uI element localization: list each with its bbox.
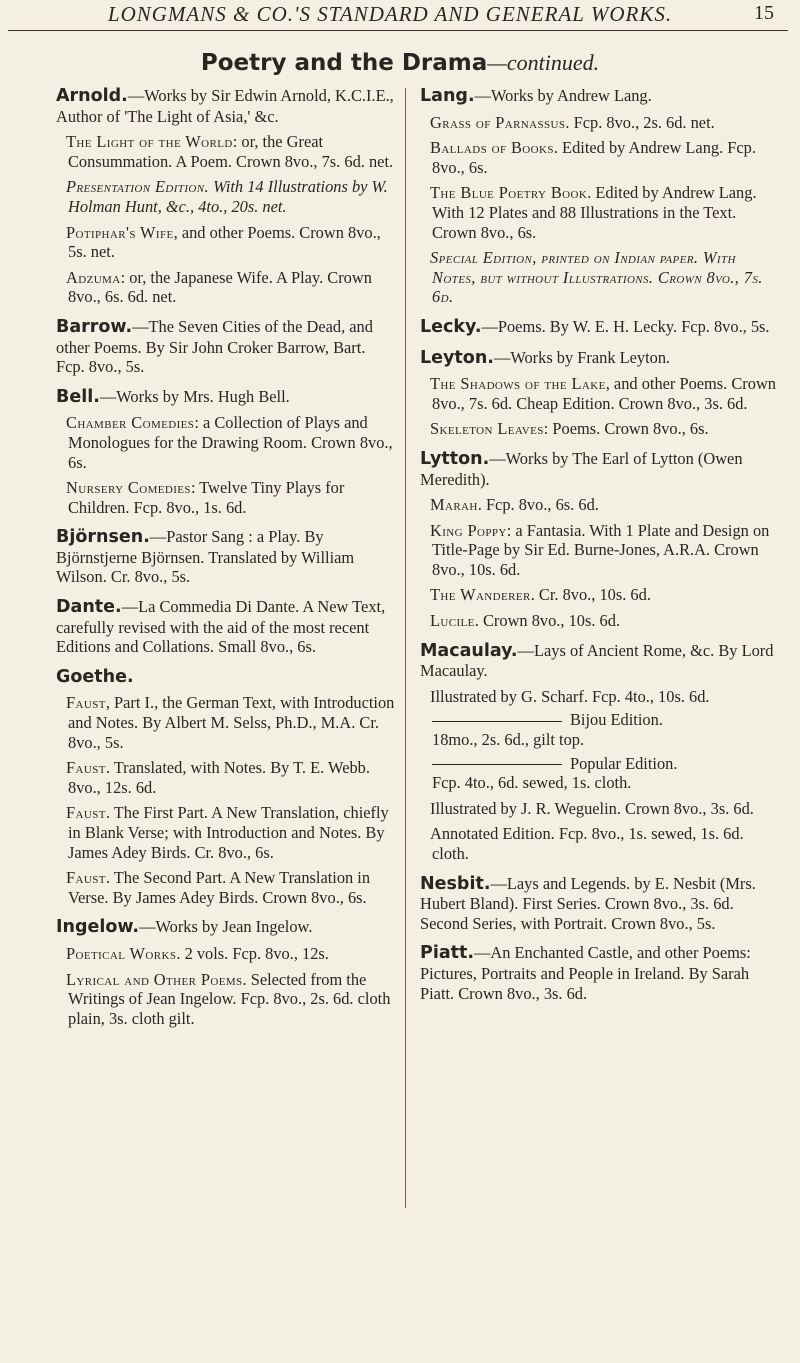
book-entry <box>420 824 780 863</box>
book-title: The Blue Poetry Book <box>430 183 588 203</box>
book-details: With 14 Illustrations by W. Holman Hunt, &c., 4to., 20s. net. <box>68 177 388 216</box>
book-entry <box>420 687 780 707</box>
author-heading <box>56 667 396 688</box>
section-title <box>0 50 800 76</box>
running-head: LONGMANS & CO.'S STANDARD AND GENERAL WORKS. <box>107 2 673 26</box>
book-details: Fcp. 4to., 6d. sewed, 1s. cloth. <box>432 773 632 793</box>
book-entry <box>420 248 780 307</box>
book-title: Faust <box>66 803 106 823</box>
author-entry <box>420 317 780 338</box>
book-details: . Crown 8vo., 10s. 6d. <box>474 611 621 631</box>
author-intro: —Pastor Sang : a Play. By Björnstjerne Björnsen. Translated by William Wilson. Cr. 8vo., 5s. <box>56 527 355 587</box>
author-heading <box>56 86 396 126</box>
book-entry <box>56 693 396 752</box>
author-heading <box>420 348 780 369</box>
book-entry <box>420 521 780 580</box>
book-title: King Poppy <box>430 520 507 540</box>
book-details: 18mo., 2s. 6d., gilt top. <box>432 730 585 750</box>
author-entry <box>420 86 780 307</box>
book-entry <box>56 803 396 862</box>
author-intro: —The Seven Cities of the Dead, and other Poems. By Sir John Croker Barrow, Bart. Fcp. 8vo., 5s. <box>56 316 373 377</box>
book-details: , Part I., the German Text, with Introduction and Notes. By Albert M. Selss, Ph.D., M.A. Cr. 8vo., 5s. <box>68 693 395 752</box>
book-details: , and other Poems. Crown 8vo., 5s. net. <box>68 222 381 262</box>
book-title: Presentation Edition. <box>66 177 209 197</box>
book-entry <box>420 754 780 793</box>
author-name: Bell. <box>56 386 100 407</box>
book-entry <box>420 183 780 242</box>
author-intro: —Works by The Earl of Lytton (Owen Meredith). <box>420 448 743 489</box>
book-entry <box>420 611 780 631</box>
author-heading <box>420 449 780 489</box>
author-heading <box>56 597 396 657</box>
book-title: Nursery Comedies <box>66 478 191 498</box>
author-entry <box>56 527 396 587</box>
book-details: Illustrated by G. Scharf. Fcp. 4to., 10s. 6d. <box>430 686 710 706</box>
author-intro: —Works by Jean Ingelow. <box>139 917 313 937</box>
author-heading <box>56 527 396 587</box>
book-entry <box>420 495 780 515</box>
book-details: . The Second Part. A New Translation in Verse. By James Adey Birds. Crown 8vo., 6s. <box>68 868 371 907</box>
section-title-continued: —continued. <box>487 50 600 75</box>
author-heading <box>420 86 780 107</box>
book-title: Faust <box>66 758 106 778</box>
author-entry <box>56 597 396 657</box>
book-entry <box>56 413 396 472</box>
author-name: Nesbit. <box>420 873 491 894</box>
book-entry <box>56 758 396 797</box>
book-details: . Selected from the Writings of Jean Ingelow. Fcp. 8vo., 2s. 6d. cloth plain, 3s. cloth gilt. <box>68 969 391 1028</box>
book-title: Lyrical and Other Poems <box>66 969 243 989</box>
book-title: Chamber Comedies <box>66 413 195 433</box>
left-column <box>56 86 396 1038</box>
author-entry <box>56 667 396 908</box>
book-entry <box>56 868 396 907</box>
author-heading <box>420 317 780 338</box>
column-divider <box>405 88 406 1208</box>
author-intro: —An Enchanted Castle, and other Poems: Pictures, Portraits and People in Ireland. By Sarah Piatt. Crown 8vo., 3s. 6d. <box>420 943 751 1003</box>
book-title: The Light of the World <box>66 132 233 152</box>
edition-label: Bijou Edition. <box>570 710 663 730</box>
author-heading <box>56 917 396 938</box>
book-details: : Twelve Tiny Plays for Children. Fcp. 8vo., 1s. 6d. <box>68 478 345 517</box>
author-heading <box>56 387 396 408</box>
book-title: The Wanderer <box>430 585 531 605</box>
author-name: Macaulay. <box>420 640 518 661</box>
author-name: Lecky. <box>420 316 482 337</box>
author-entry <box>420 943 780 1003</box>
book-details: : or, the Japanese Wife. A Play. Crown 8vo., 6s. 6d. net. <box>68 267 372 307</box>
author-name: Lytton. <box>420 448 490 469</box>
author-heading <box>56 317 396 377</box>
author-heading <box>420 874 780 934</box>
header-rule <box>8 30 788 31</box>
author-name: Leyton. <box>420 347 494 368</box>
author-intro: —La Commedia Di Dante. A New Text, carefully revised with the aid of the most recent Editions and Collations. Small 8vo., 6s. <box>56 597 386 657</box>
author-intro: —Poems. By W. E. H. Lecky. Fcp. 8vo., 5s. <box>481 316 770 336</box>
author-name: Piatt. <box>420 943 475 964</box>
book-entry <box>56 132 396 171</box>
book-title: Adzuma <box>66 267 121 287</box>
book-title: Lucile <box>430 611 475 631</box>
book-details: Annotated Edition. Fcp. 8vo., 1s. sewed, 1s. 6d. cloth. <box>430 824 744 863</box>
book-entry <box>56 177 396 216</box>
author-intro: —Works by Andrew Lang. <box>474 86 652 105</box>
book-title: Potiphar's Wife <box>66 222 174 242</box>
edition-label: Popular Edition. <box>570 753 678 773</box>
book-details: : a Fantasia. With 1 Plate and Design on Title-Page by Sir Ed. Burne-Jones, A.R.A. Crown 8vo., 10s. 6d. <box>432 520 770 579</box>
book-title: The Shadows of the Lake <box>430 374 606 394</box>
book-details: : or, the Great Consummation. A Poem. Crown 8vo., 7s. 6d. net. <box>68 132 394 171</box>
author-name: Barrow. <box>56 316 133 337</box>
book-entry <box>420 419 780 439</box>
book-entry <box>56 478 396 517</box>
book-entry <box>56 223 396 262</box>
book-details: : a Collection of Plays and Monologues for the Drawing Room. Crown 8vo., 6s. <box>68 413 393 472</box>
author-intro: —Works by Mrs. Hugh Bell. <box>99 386 290 406</box>
ditto-rule <box>432 764 562 765</box>
author-entry <box>420 874 780 934</box>
book-entry <box>56 944 396 964</box>
author-heading <box>420 641 780 681</box>
author-entry <box>420 449 780 631</box>
author-entry <box>56 917 396 1028</box>
book-entry <box>420 799 780 819</box>
author-intro: —Works by Frank Leyton. <box>493 347 671 367</box>
book-title: Ballads of Books <box>430 138 554 158</box>
book-details: . The First Part. A New Translation, chiefly in Blank Verse; with Introduction and Notes. By James Adey Birds. Cr. 8vo., 6s. <box>68 803 389 862</box>
book-entry <box>420 113 780 133</box>
author-name: Arnold. <box>56 86 128 106</box>
section-title-text: Poetry and the Drama <box>200 50 488 76</box>
author-name: Ingelow. <box>56 917 140 938</box>
author-name: Dante. <box>56 597 122 618</box>
book-details: : Poems. Crown 8vo., 6s. <box>543 419 709 439</box>
book-details: . Translated, with Notes. By T. E. Webb. 8vo., 12s. 6d. <box>68 758 370 797</box>
book-details: . Cr. 8vo., 10s. 6d. <box>530 585 651 605</box>
author-entry <box>420 641 780 864</box>
author-entry <box>56 387 396 518</box>
book-entry <box>420 374 780 413</box>
book-details: . Edited by Andrew Lang. With 12 Plates and 88 Illustrations in the Text. Crown 8vo., 6s. <box>432 183 757 242</box>
author-heading <box>420 943 780 1003</box>
book-title: Special Edition, printed on Indian paper. With Notes, but without Illustrations. Crown 8vo., 7s. 6d. <box>430 248 763 307</box>
book-details: . Edited by Andrew Lang. Fcp. 8vo., 6s. <box>432 138 756 177</box>
book-details: . Fcp. 8vo., 2s. 6d. net. <box>565 112 715 132</box>
book-details: , and other Poems. Crown 8vo., 7s. 6d. Cheap Edition. Crown 8vo., 3s. 6d. <box>432 374 776 413</box>
book-title: Skeleton Leaves <box>430 419 544 439</box>
book-title: Faust <box>66 693 106 713</box>
author-name: Goethe. <box>56 666 134 687</box>
book-title: Grass of Parnassus <box>430 112 566 132</box>
author-entry <box>420 348 780 439</box>
page-number: 15 <box>754 2 774 24</box>
right-column <box>420 86 780 1013</box>
author-name: Björnsen. <box>56 527 150 548</box>
book-title: Poetical Works <box>66 943 177 963</box>
book-entry <box>420 710 780 749</box>
book-entry <box>420 585 780 605</box>
author-intro: —Lays of Ancient Rome, &c. By Lord Macaulay. <box>420 640 774 681</box>
book-details: . 2 vols. Fcp. 8vo., 12s. <box>176 943 329 963</box>
author-entry <box>56 86 396 307</box>
author-name: Lang. <box>420 86 475 106</box>
ditto-rule <box>432 721 562 722</box>
author-entry <box>56 317 396 377</box>
book-entry <box>56 970 396 1029</box>
author-intro: —Lays and Legends. by E. Nesbit (Mrs. Hubert Bland). First Series. Crown 8vo., 3s. 6d. Second Series, with Portrait. Crown 8vo., 5s. <box>420 873 756 933</box>
book-details: Illustrated by J. R. Weguelin. Crown 8vo., 3s. 6d. <box>430 798 754 818</box>
book-title: Faust <box>66 868 106 888</box>
book-entry <box>56 268 396 307</box>
book-details: . Fcp. 8vo., 6s. 6d. <box>477 495 599 515</box>
book-title: Marah <box>430 495 478 515</box>
book-entry <box>420 138 780 177</box>
author-intro: —Works by Sir Edwin Arnold, K.C.I.E., Author of 'The Light of Asia,' &c. <box>56 86 394 126</box>
